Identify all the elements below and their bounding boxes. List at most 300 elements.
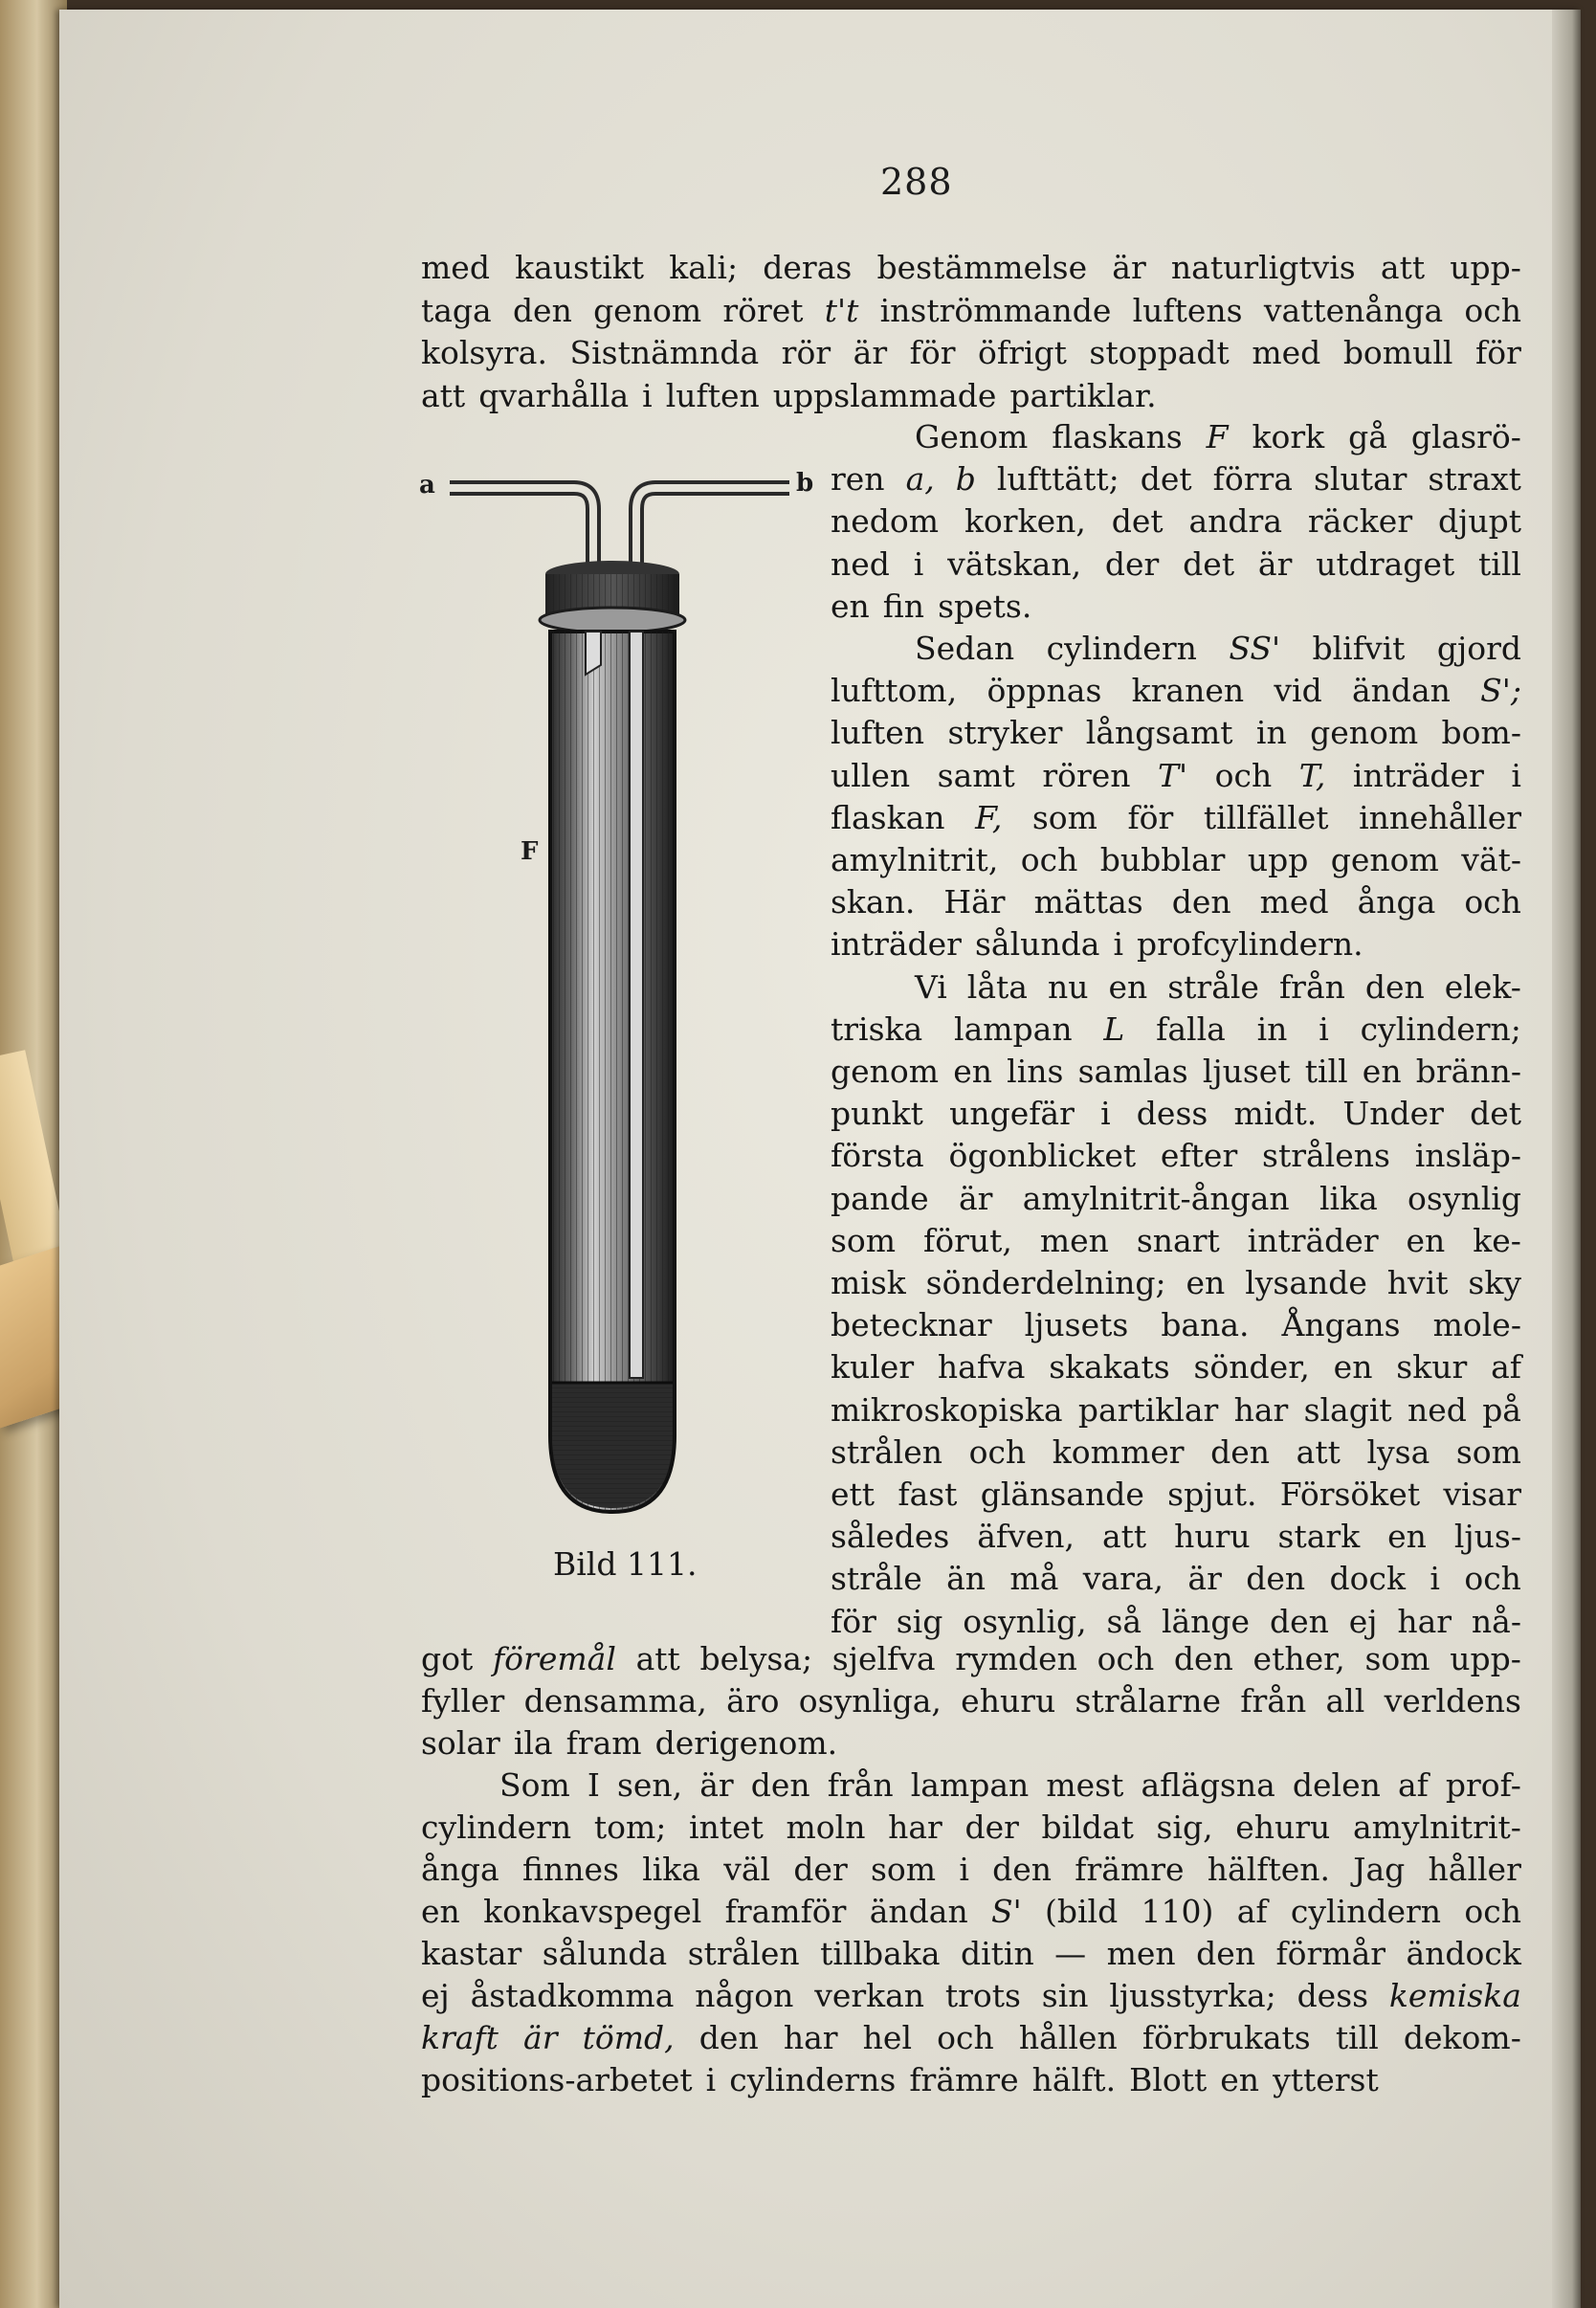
word: kemiska bbox=[1388, 1977, 1521, 2014]
word: Här bbox=[943, 883, 1006, 921]
word: hälften. bbox=[1207, 1851, 1331, 1888]
word: och bbox=[968, 1432, 1027, 1471]
word: luftens bbox=[1132, 291, 1243, 329]
word: ljuset bbox=[1202, 1053, 1291, 1090]
word: i bbox=[1319, 1010, 1329, 1048]
text-line bbox=[831, 458, 1521, 500]
word: lika bbox=[642, 1851, 700, 1888]
word: i bbox=[1100, 1095, 1111, 1133]
text-line bbox=[831, 1262, 1521, 1304]
word: långsamt bbox=[1085, 714, 1233, 752]
word: den bbox=[1246, 1560, 1306, 1598]
word: falla bbox=[1156, 1010, 1226, 1048]
word: utdraget bbox=[1316, 544, 1455, 583]
word: ke- bbox=[1473, 1221, 1521, 1259]
text-line bbox=[421, 1638, 1521, 1680]
text-line bbox=[831, 1474, 1521, 1516]
word: lufttom, bbox=[831, 672, 958, 710]
word: samt bbox=[937, 756, 1015, 794]
figure-flask bbox=[421, 450, 813, 1550]
word: sin bbox=[1041, 1977, 1089, 2014]
text-line bbox=[831, 839, 1521, 881]
word: F, bbox=[975, 798, 1003, 836]
word: betecknar bbox=[831, 1306, 992, 1344]
word: misk bbox=[831, 1264, 906, 1301]
word: osynliga, bbox=[798, 1682, 942, 1720]
word: i bbox=[1511, 756, 1521, 794]
word: inträder bbox=[1247, 1221, 1379, 1259]
word: dock bbox=[1329, 1560, 1407, 1598]
word: öppnas bbox=[986, 672, 1102, 710]
word: konkavspegel bbox=[483, 1893, 702, 1930]
word: med bbox=[421, 249, 490, 286]
word: kaustikt bbox=[515, 249, 645, 286]
word: dekom- bbox=[1403, 2019, 1521, 2056]
word: Sedan bbox=[915, 630, 1015, 667]
word: flaskans bbox=[1052, 418, 1183, 455]
word: är bbox=[699, 1766, 734, 1804]
word: bana. bbox=[1161, 1306, 1250, 1344]
word: är bbox=[959, 1179, 993, 1217]
word: kork bbox=[1252, 418, 1325, 455]
word: sönder, bbox=[1193, 1348, 1310, 1387]
word: genom bbox=[593, 291, 702, 329]
word: som bbox=[1455, 1432, 1521, 1471]
text-line bbox=[831, 1389, 1521, 1431]
word: af bbox=[1397, 1766, 1429, 1804]
word: hållen bbox=[1018, 2019, 1118, 2056]
word: T, bbox=[1298, 756, 1326, 794]
text-line bbox=[421, 1849, 1521, 1891]
word: men bbox=[1106, 1935, 1176, 1972]
word: taga bbox=[421, 291, 492, 329]
word: Försöket bbox=[1279, 1476, 1421, 1513]
word: genom bbox=[1330, 841, 1439, 878]
word: kraft bbox=[421, 2019, 499, 2056]
word: uppslammade bbox=[772, 376, 997, 414]
word: en bbox=[1362, 1053, 1402, 1090]
word: väl bbox=[723, 1851, 771, 1888]
word: lysande bbox=[1245, 1264, 1367, 1301]
word: Blott bbox=[1129, 2061, 1208, 2098]
word: snart bbox=[1136, 1221, 1220, 1259]
word: att bbox=[1380, 249, 1426, 286]
word: från bbox=[1278, 967, 1345, 1006]
word: en bbox=[1387, 1518, 1427, 1556]
word: och bbox=[1464, 1560, 1521, 1598]
word: det bbox=[1470, 1095, 1521, 1133]
word: ögonblicket bbox=[948, 1137, 1137, 1175]
word: 110) bbox=[1141, 1893, 1214, 1930]
text-line bbox=[831, 1346, 1521, 1388]
text-line bbox=[421, 332, 1521, 374]
word: skur bbox=[1396, 1348, 1468, 1387]
word: ånga bbox=[421, 1851, 499, 1888]
word: SS' bbox=[1229, 630, 1281, 667]
figure-label-F: F bbox=[521, 837, 539, 866]
word: än bbox=[946, 1560, 986, 1598]
word: L bbox=[1103, 1010, 1125, 1048]
word: med bbox=[1252, 334, 1321, 371]
word: efter bbox=[1160, 1137, 1238, 1175]
word: luften bbox=[831, 714, 925, 752]
word: sålunda bbox=[974, 925, 1100, 964]
word: visar bbox=[1443, 1476, 1521, 1513]
word: S' bbox=[991, 1893, 1022, 1930]
word: glasrö- bbox=[1410, 418, 1521, 455]
text-line bbox=[421, 290, 1521, 332]
word: den bbox=[1173, 1640, 1233, 1677]
word: den bbox=[750, 1766, 810, 1804]
word: samlas bbox=[1077, 1053, 1188, 1090]
word: korken, bbox=[964, 502, 1086, 541]
text-line bbox=[499, 1764, 1521, 1807]
text-line bbox=[831, 1304, 1521, 1346]
word: trots bbox=[944, 1977, 1021, 2014]
word: och bbox=[1464, 883, 1521, 921]
word: nu bbox=[1047, 967, 1089, 1006]
word: cylindern; bbox=[1360, 1010, 1521, 1048]
word: lampan bbox=[954, 1010, 1073, 1048]
word: amylnitrit, bbox=[831, 841, 999, 878]
word: vät- bbox=[1461, 841, 1521, 878]
word: är bbox=[853, 334, 888, 371]
word: och bbox=[1097, 1640, 1155, 1677]
word: tom; bbox=[593, 1809, 667, 1846]
word: ehuru bbox=[961, 1682, 1056, 1720]
word: strålen bbox=[831, 1432, 942, 1471]
word: deras bbox=[763, 249, 853, 286]
word: ljusets bbox=[1024, 1306, 1129, 1344]
figure-label-a: a bbox=[419, 471, 435, 499]
text-line bbox=[915, 416, 1521, 458]
word: för bbox=[1127, 798, 1174, 836]
text-line bbox=[421, 1680, 1521, 1722]
word: och bbox=[1464, 291, 1521, 329]
word: delen bbox=[1292, 1766, 1381, 1804]
word: en bbox=[1406, 1221, 1446, 1259]
text-line bbox=[421, 375, 1521, 417]
word: och bbox=[1020, 841, 1078, 878]
word: är bbox=[1187, 1560, 1222, 1598]
page-edge bbox=[1552, 10, 1581, 2308]
word: hvit bbox=[1386, 1264, 1449, 1301]
word: ehuru bbox=[1235, 1809, 1331, 1846]
word: har bbox=[888, 1809, 942, 1846]
word: har bbox=[783, 2019, 838, 2056]
word: öfrigt bbox=[978, 334, 1067, 371]
text-line bbox=[421, 247, 1521, 289]
word: mest bbox=[1046, 1766, 1124, 1804]
word: till bbox=[1478, 544, 1521, 583]
text-line bbox=[421, 1933, 1521, 1975]
word: i bbox=[642, 376, 653, 414]
word: verldens bbox=[1384, 1682, 1521, 1720]
word: ullen bbox=[831, 756, 911, 794]
word: F bbox=[1206, 418, 1229, 455]
word: densamma, bbox=[523, 1682, 707, 1720]
word: punkt bbox=[831, 1095, 923, 1133]
word: bubblar bbox=[1099, 841, 1226, 878]
word: I bbox=[587, 1766, 600, 1804]
text-line bbox=[831, 1516, 1521, 1558]
word: ned bbox=[1407, 1390, 1467, 1429]
word: flaskan bbox=[831, 798, 945, 836]
word: hälft. bbox=[1031, 2061, 1117, 2098]
word: S'; bbox=[1480, 672, 1521, 710]
text-line bbox=[831, 881, 1521, 923]
word: vätskan, bbox=[947, 544, 1082, 583]
word: qvarhålla bbox=[478, 376, 630, 414]
word: kolsyra. bbox=[421, 334, 547, 371]
word: som bbox=[1031, 798, 1097, 836]
word: länge bbox=[1161, 1602, 1251, 1640]
word: en bbox=[1108, 967, 1148, 1006]
word: ned bbox=[831, 544, 890, 583]
word: stark bbox=[1277, 1518, 1361, 1556]
word: genom bbox=[831, 1053, 940, 1090]
word: all bbox=[1325, 1682, 1365, 1720]
word: osynlig bbox=[1408, 1179, 1521, 1217]
word: vara, bbox=[1082, 1560, 1164, 1598]
word: ånga bbox=[1357, 883, 1436, 921]
word: fram bbox=[565, 1724, 642, 1762]
word: lysa bbox=[1366, 1432, 1430, 1471]
word: lins bbox=[1007, 1053, 1064, 1090]
word: är bbox=[523, 2019, 558, 2056]
word: en bbox=[953, 1053, 993, 1090]
word: som bbox=[1364, 1640, 1430, 1677]
word: mikroskopiska bbox=[831, 1390, 1063, 1429]
word: ej bbox=[421, 1977, 450, 2014]
text-line bbox=[831, 923, 1521, 965]
word: kuler bbox=[831, 1348, 915, 1387]
word: i bbox=[913, 544, 924, 583]
word: en bbox=[1333, 1348, 1373, 1387]
word: got bbox=[421, 1640, 474, 1677]
figure-caption: Bild 111. bbox=[553, 1545, 698, 1583]
word: den bbox=[1269, 1602, 1329, 1640]
text-line bbox=[915, 628, 1521, 670]
word: inträder bbox=[831, 925, 962, 964]
text-line bbox=[831, 712, 1521, 754]
word: af bbox=[1236, 1893, 1268, 1930]
word: gå bbox=[1348, 418, 1387, 455]
word: den bbox=[1171, 883, 1231, 921]
word: med bbox=[1259, 883, 1329, 921]
word: positions-arbetet bbox=[421, 2061, 693, 2098]
word: må bbox=[1009, 1560, 1059, 1598]
word: slutar bbox=[1313, 460, 1408, 499]
word: in bbox=[1256, 1010, 1288, 1048]
word: äfven, bbox=[977, 1518, 1075, 1556]
word: att bbox=[1296, 1432, 1341, 1471]
word: glänsande bbox=[980, 1476, 1144, 1513]
word: i bbox=[1113, 925, 1123, 964]
figure-label-b: b bbox=[796, 469, 814, 498]
word: intet bbox=[689, 1809, 764, 1846]
word: bomull bbox=[1342, 334, 1453, 371]
word: främre bbox=[1075, 1851, 1185, 1888]
word: stoppadt bbox=[1089, 334, 1230, 371]
word: verkan bbox=[814, 1977, 925, 2014]
word: inströmmande bbox=[879, 291, 1112, 329]
word: den bbox=[512, 291, 572, 329]
word: ändan bbox=[1351, 672, 1451, 710]
word: ungefär bbox=[949, 1095, 1075, 1133]
word: T' bbox=[1158, 756, 1188, 794]
word: och bbox=[1464, 1893, 1521, 1930]
word: låta bbox=[966, 967, 1028, 1006]
word: der bbox=[793, 1851, 848, 1888]
text-line bbox=[831, 797, 1521, 839]
word: (bild bbox=[1045, 1893, 1119, 1930]
text-line bbox=[421, 1975, 1521, 2017]
word: föremål bbox=[492, 1640, 616, 1677]
word: sönderdelning; bbox=[925, 1264, 1166, 1301]
word: blifvit bbox=[1312, 630, 1406, 667]
word: förmår bbox=[1275, 1935, 1386, 1972]
word: ej bbox=[1348, 1602, 1378, 1640]
text-line bbox=[831, 1601, 1521, 1643]
word: mole- bbox=[1432, 1306, 1521, 1344]
word: innehåller bbox=[1359, 798, 1521, 836]
word: der bbox=[964, 1809, 1019, 1846]
word: kastar bbox=[421, 1935, 522, 1972]
word: kranen bbox=[1131, 672, 1245, 710]
text-line bbox=[831, 1009, 1521, 1051]
text-line bbox=[831, 1558, 1521, 1600]
word: att bbox=[635, 1640, 680, 1677]
word: bestämmelse bbox=[876, 249, 1088, 286]
word: tillbaka bbox=[820, 1935, 941, 1972]
word: sky bbox=[1468, 1264, 1521, 1301]
word: nå- bbox=[1471, 1602, 1521, 1640]
word: skan. bbox=[831, 883, 916, 921]
word: för bbox=[1475, 334, 1521, 371]
word: ändock bbox=[1406, 1935, 1521, 1972]
word: det bbox=[1111, 502, 1164, 541]
word: andra bbox=[1188, 502, 1283, 541]
word: sig bbox=[896, 1602, 943, 1640]
text-line bbox=[421, 1807, 1521, 1849]
word: amylnitrit- bbox=[1352, 1809, 1521, 1846]
word: det bbox=[1140, 460, 1192, 499]
word: strålarne bbox=[1075, 1682, 1221, 1720]
word: fyller bbox=[421, 1682, 505, 1720]
word: partiklar. bbox=[1009, 376, 1157, 414]
word: kali; bbox=[669, 249, 739, 286]
word: kommer bbox=[1052, 1432, 1185, 1471]
word: af bbox=[1491, 1348, 1521, 1387]
word: tillfället bbox=[1203, 798, 1329, 836]
word: i bbox=[959, 1851, 969, 1888]
word: ljusstyrka; bbox=[1109, 1977, 1276, 2014]
word: ila bbox=[513, 1724, 553, 1762]
word: djupt bbox=[1437, 502, 1521, 541]
text-line bbox=[831, 544, 1521, 586]
word: främre bbox=[909, 2061, 1019, 2098]
word: har bbox=[1233, 1390, 1289, 1429]
word: åstadkomma bbox=[470, 1977, 675, 2014]
word: ljus- bbox=[1453, 1518, 1521, 1556]
word: bränn- bbox=[1415, 1053, 1521, 1090]
word: huru bbox=[1174, 1518, 1251, 1556]
word: att bbox=[421, 376, 466, 414]
word: gjord bbox=[1436, 630, 1521, 667]
word: men bbox=[1039, 1221, 1109, 1259]
word: en bbox=[831, 587, 870, 625]
word: lufttätt; bbox=[996, 460, 1119, 499]
text-line bbox=[831, 586, 1521, 628]
word: genom bbox=[1310, 714, 1419, 752]
word: till bbox=[1335, 2019, 1379, 2056]
word: första bbox=[831, 1137, 924, 1175]
word: a, bbox=[905, 460, 935, 499]
word: är bbox=[1257, 544, 1293, 583]
word: en bbox=[1220, 2061, 1260, 2098]
word: skakats bbox=[1049, 1348, 1170, 1387]
word: prof- bbox=[1445, 1766, 1521, 1804]
word: spets. bbox=[938, 587, 1032, 625]
word: ether, bbox=[1252, 1640, 1345, 1677]
word: slagit bbox=[1303, 1390, 1392, 1429]
word: till bbox=[1304, 1053, 1348, 1090]
word: b bbox=[955, 460, 976, 499]
word: inträder bbox=[1352, 756, 1484, 794]
word: ditin bbox=[960, 1935, 1034, 1972]
word: ändan bbox=[869, 1893, 968, 1930]
text-line bbox=[831, 755, 1521, 797]
word: förbrukats bbox=[1142, 2019, 1311, 2056]
word: den bbox=[1364, 967, 1425, 1006]
word: midt. bbox=[1233, 1095, 1318, 1133]
word: och bbox=[1214, 756, 1273, 794]
word: bom- bbox=[1441, 714, 1521, 752]
word: någon bbox=[695, 1977, 794, 2014]
text-line bbox=[421, 2017, 1521, 2059]
test-tube-flask-illustration bbox=[421, 450, 813, 1550]
word: der bbox=[1104, 544, 1160, 583]
text-line bbox=[831, 1220, 1521, 1262]
word: ren bbox=[831, 460, 885, 499]
word: den bbox=[992, 1851, 1053, 1888]
word: solar bbox=[421, 1724, 500, 1762]
word: förut, bbox=[923, 1221, 1012, 1259]
text-line bbox=[831, 670, 1521, 712]
text-line bbox=[831, 1135, 1521, 1177]
word: rymden bbox=[955, 1640, 1077, 1677]
word: fin bbox=[882, 587, 925, 625]
word: dess bbox=[1297, 1977, 1369, 2014]
word: så bbox=[1106, 1602, 1142, 1640]
word: ytterst bbox=[1273, 2061, 1379, 2098]
word: för bbox=[909, 334, 956, 371]
word: rör bbox=[781, 334, 831, 371]
text-line bbox=[831, 500, 1521, 543]
word: sjelfva bbox=[831, 1640, 936, 1677]
word: räcker bbox=[1307, 502, 1413, 541]
word: profcylindern. bbox=[1137, 925, 1363, 964]
word: från bbox=[827, 1766, 894, 1804]
word: som bbox=[831, 1221, 897, 1259]
word: dess bbox=[1136, 1095, 1208, 1133]
word: det bbox=[1183, 544, 1235, 583]
word: cylindern bbox=[1046, 630, 1197, 667]
word: finnes bbox=[521, 1851, 619, 1888]
word: Jag bbox=[1353, 1851, 1406, 1888]
word: spjut. bbox=[1167, 1476, 1257, 1513]
